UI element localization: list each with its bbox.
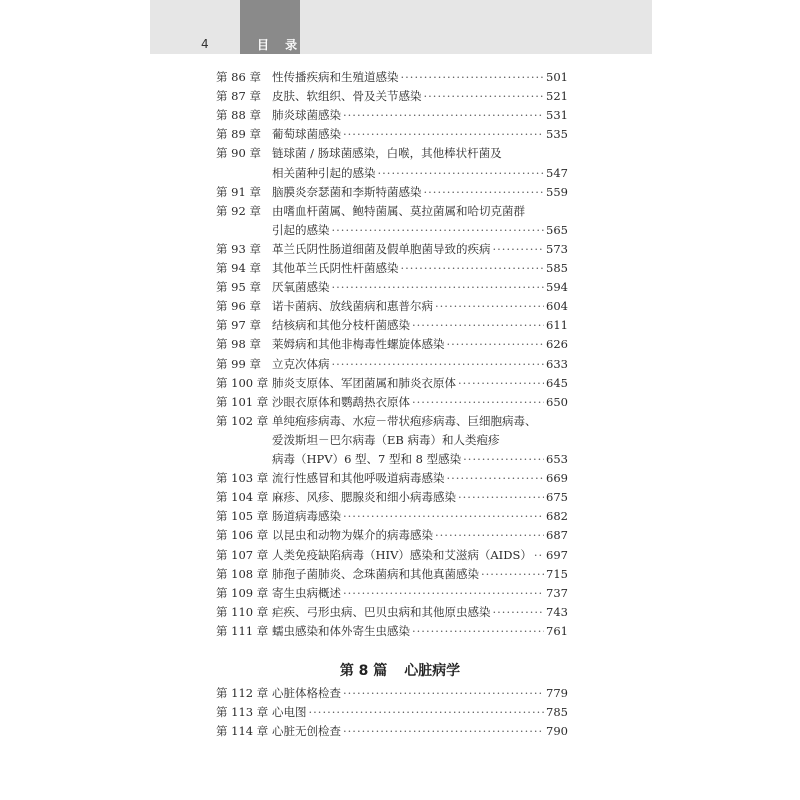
chapter-number: 第 89 章 xyxy=(216,127,261,142)
toc-entry-row xyxy=(272,526,568,545)
toc-entry-row xyxy=(272,259,568,278)
toc-line xyxy=(216,722,568,741)
page-ref: 697 xyxy=(546,547,568,562)
toc-line xyxy=(216,297,568,316)
toc-entry-row xyxy=(272,603,568,622)
page-ref: 611 xyxy=(546,318,568,333)
dot-leader xyxy=(534,546,544,565)
toc-entry-row xyxy=(272,87,568,106)
chapter-number: 第 103 章 xyxy=(216,471,269,486)
chapter-title: 革兰氏阴性肠道细菌及假单胞菌导致的疾病 xyxy=(272,241,491,256)
page-ref: 653 xyxy=(546,452,568,466)
toc-line xyxy=(216,278,568,297)
chapter-number: 第 86 章 xyxy=(216,70,261,84)
page-ref: 785 xyxy=(546,705,568,720)
chapter-title: 麻疹、风疹、腮腺炎和细小病毒感染 xyxy=(272,490,456,505)
dot-leader xyxy=(309,703,545,722)
toc-line xyxy=(216,431,568,450)
dot-leader xyxy=(332,221,545,240)
toc-entry-row xyxy=(272,565,568,584)
page-ref: 790 xyxy=(546,724,568,739)
chapter-title: 立克次体病 xyxy=(272,356,330,371)
toc-line xyxy=(216,221,568,240)
chapter-number: 第 101 章 xyxy=(216,394,269,409)
page-ref: 633 xyxy=(546,356,568,371)
chapter-title: 性传播疾病和生殖道感染 xyxy=(272,70,399,84)
chapter-number: 第 102 章 xyxy=(216,413,269,428)
toc-entry-row xyxy=(272,722,568,741)
toc-entry-row xyxy=(272,335,568,354)
dot-leader xyxy=(481,565,544,584)
part-label: 第 8 篇 xyxy=(339,663,388,679)
toc-line xyxy=(216,565,568,584)
toc-line xyxy=(216,374,568,393)
toc-line xyxy=(216,507,568,526)
page-ref: 715 xyxy=(546,566,568,581)
chapter-number: 第 110 章 xyxy=(216,604,269,619)
chapter-title: 相关菌种引起的感染 xyxy=(272,165,376,180)
chapter-title: 结核病和其他分枝杆菌感染 xyxy=(272,318,410,333)
chapter-number: 第 97 章 xyxy=(216,318,261,333)
toc-entry-row xyxy=(272,488,568,507)
toc-line xyxy=(216,68,568,87)
dot-leader xyxy=(343,722,544,741)
chapter-title: 厌氧菌感染 xyxy=(272,280,330,295)
chapter-title: 蠕虫感染和体外寄生虫感染 xyxy=(272,623,410,638)
toc-line xyxy=(216,202,568,221)
toc-entry-row xyxy=(272,221,568,240)
page-ref: 687 xyxy=(546,528,568,543)
chapter-number: 第 95 章 xyxy=(216,280,261,295)
dot-leader xyxy=(458,488,544,507)
toc-line xyxy=(216,622,568,641)
toc-entry-row xyxy=(272,374,568,393)
toc-line xyxy=(216,240,568,259)
toc-entry-row xyxy=(272,393,568,412)
toc-entry-row xyxy=(272,183,568,202)
chapter-title: 单纯疱疹病毒、水痘－带状疱疹病毒、巨细胞病毒、 xyxy=(272,413,537,428)
part-heading xyxy=(0,660,800,680)
dot-leader xyxy=(332,278,545,297)
chapter-title: 其他革兰氏阴性杆菌感染 xyxy=(272,261,399,275)
dot-leader xyxy=(343,684,544,703)
dot-leader xyxy=(343,584,544,603)
chapter-number: 第 90 章 xyxy=(216,146,261,161)
chapter-title: 葡萄球菌感染 xyxy=(272,127,341,142)
chapter-title: 沙眼衣原体和鹦鹉热衣原体 xyxy=(272,394,410,409)
page-ref: 585 xyxy=(546,261,568,275)
page-ref: 675 xyxy=(546,490,568,505)
dot-leader xyxy=(424,183,545,202)
chapter-title: 流行性感冒和其他呼吸道病毒感染 xyxy=(272,471,445,486)
page-ref: 521 xyxy=(546,89,568,104)
chapter-title: 心脏无创检查 xyxy=(272,724,341,739)
chapter-title: 以昆虫和动物为媒介的病毒感染 xyxy=(272,528,433,543)
toc-line xyxy=(216,164,568,183)
toc-line xyxy=(216,603,568,622)
toc-entry-row xyxy=(272,684,568,703)
toc-entry-row xyxy=(272,584,568,603)
chapter-number: 第 104 章 xyxy=(216,490,269,505)
toc-line xyxy=(216,488,568,507)
dot-leader xyxy=(412,622,544,641)
chapter-number: 第 87 章 xyxy=(216,89,261,104)
page-ref: 761 xyxy=(546,623,568,638)
chapter-number: 第 114 章 xyxy=(216,724,269,739)
page-ref: 682 xyxy=(546,509,568,524)
toc-entry-row xyxy=(272,450,568,469)
toc-entry-row xyxy=(272,164,568,183)
part-title: 心脏病学 xyxy=(404,663,461,679)
toc-line xyxy=(216,684,568,703)
chapter-number: 第 99 章 xyxy=(216,356,261,371)
chapter-title: 寄生虫病概述 xyxy=(272,585,341,600)
toc-line xyxy=(216,316,568,335)
chapter-number: 第 93 章 xyxy=(216,241,261,256)
toc-line xyxy=(216,355,568,374)
chapter-title: 心电图 xyxy=(272,705,307,720)
dot-leader xyxy=(435,526,544,545)
toc-entry-row xyxy=(272,316,568,335)
chapter-title: 由嗜血杆菌属、鲍特菌属、莫拉菌属和哈切克菌群 xyxy=(272,203,525,218)
chapter-number: 第 98 章 xyxy=(216,337,261,352)
page-ref: 547 xyxy=(546,165,568,180)
chapter-title: 肺炎支原体、军团菌属和肺炎衣原体 xyxy=(272,375,456,390)
page-ref: 531 xyxy=(546,108,568,123)
chapter-number: 第 92 章 xyxy=(216,203,261,218)
toc-line xyxy=(216,335,568,354)
chapter-number: 第 108 章 xyxy=(216,566,269,581)
toc-line xyxy=(216,546,568,565)
toc-line xyxy=(216,393,568,412)
toc-line xyxy=(216,584,568,603)
dot-leader xyxy=(378,164,545,183)
dot-leader xyxy=(458,374,544,393)
page-ref: 573 xyxy=(546,241,568,256)
dot-leader xyxy=(412,316,544,335)
chapter-number: 第 91 章 xyxy=(216,184,261,199)
page-number: 4 xyxy=(201,37,209,51)
section-label: 目 录 xyxy=(257,38,304,52)
dot-leader xyxy=(493,603,545,622)
chapter-title: 人类免疫缺陷病毒（HIV）感染和艾滋病（AIDS） xyxy=(272,547,532,562)
dot-leader xyxy=(412,393,544,412)
toc-entry-row xyxy=(272,297,568,316)
toc-line xyxy=(216,183,568,202)
toc-line xyxy=(216,412,568,431)
page-ref: 559 xyxy=(546,184,568,199)
toc-entry-row xyxy=(272,546,568,565)
chapter-title: 肺炎球菌感染 xyxy=(272,108,341,123)
toc-entry-row xyxy=(272,240,568,259)
chapter-number: 第 105 章 xyxy=(216,509,269,524)
page-ref: 779 xyxy=(546,686,568,700)
chapter-title: 皮肤、软组织、骨及关节感染 xyxy=(272,89,422,104)
dot-leader xyxy=(424,87,545,106)
page-ref: 626 xyxy=(546,337,568,352)
chapter-title: 疟疾、弓形虫病、巴贝虫病和其他原虫感染 xyxy=(272,604,491,619)
toc-entry-row xyxy=(272,68,568,87)
dot-leader xyxy=(332,355,545,374)
dot-leader xyxy=(463,450,544,469)
toc-entry-row xyxy=(272,278,568,297)
toc-entry-row xyxy=(272,507,568,526)
dot-leader xyxy=(401,259,545,278)
toc-entry-row xyxy=(272,125,568,144)
chapter-number: 第 88 章 xyxy=(216,108,261,123)
page-ref: 737 xyxy=(546,585,568,600)
page-ref: 650 xyxy=(546,394,568,409)
dot-leader xyxy=(493,240,545,259)
toc-entry-row xyxy=(272,703,568,722)
toc-line xyxy=(216,144,568,163)
toc-line xyxy=(216,87,568,106)
page-ref: 604 xyxy=(546,299,568,314)
dot-leader xyxy=(447,335,545,354)
chapter-title: 诺卡菌病、放线菌病和惠普尔病 xyxy=(272,299,433,314)
chapter-title: 爱泼斯坦－巴尔病毒（EB 病毒）和人类疱疹 xyxy=(272,432,500,447)
chapter-title: 病毒（HPV）6 型、7 型和 8 型感染 xyxy=(272,452,462,466)
toc-line xyxy=(216,469,568,488)
chapter-number: 第 106 章 xyxy=(216,528,269,543)
chapter-number: 第 107 章 xyxy=(216,547,269,562)
chapter-number: 第 94 章 xyxy=(216,261,261,275)
toc-line xyxy=(216,106,568,125)
chapter-number: 第 109 章 xyxy=(216,585,269,600)
dot-leader xyxy=(447,469,545,488)
toc-entry-row xyxy=(272,106,568,125)
chapter-title: 脑膜炎奈瑟菌和李斯特菌感染 xyxy=(272,184,422,199)
toc-line xyxy=(216,259,568,278)
chapter-title: 肺孢子菌肺炎、念珠菌病和其他真菌感染 xyxy=(272,566,479,581)
page-ref: 501 xyxy=(546,70,568,84)
chapter-title: 链球菌 / 肠球菌感染，白喉，其他棒状杆菌及 xyxy=(272,146,502,161)
dot-leader xyxy=(343,507,544,526)
page-ref: 669 xyxy=(546,471,568,486)
toc-line xyxy=(216,450,568,469)
toc-line xyxy=(216,526,568,545)
toc-entry-row xyxy=(272,355,568,374)
dot-leader xyxy=(401,68,545,87)
chapter-title: 引起的感染 xyxy=(272,222,330,237)
page-ref: 594 xyxy=(546,280,568,295)
chapter-title: 心脏体格检查 xyxy=(272,686,341,700)
chapter-title: 莱姆病和其他非梅毒性螺旋体感染 xyxy=(272,337,445,352)
chapter-title: 肠道病毒感染 xyxy=(272,509,341,524)
chapter-number: 第 112 章 xyxy=(216,686,269,700)
chapter-number: 第 111 章 xyxy=(216,623,269,638)
dot-leader xyxy=(343,125,544,144)
toc-line xyxy=(216,703,568,722)
dot-leader xyxy=(435,297,544,316)
page-ref: 535 xyxy=(546,127,568,142)
page-ref: 645 xyxy=(546,375,568,390)
chapter-number: 第 113 章 xyxy=(216,705,269,720)
chapter-number: 第 100 章 xyxy=(216,375,269,390)
toc-entry-row xyxy=(272,469,568,488)
page-ref: 743 xyxy=(546,604,568,619)
chapter-number: 第 96 章 xyxy=(216,299,261,314)
toc-line xyxy=(216,125,568,144)
page-ref: 565 xyxy=(546,222,568,237)
dot-leader xyxy=(343,106,544,125)
toc-entry-row xyxy=(272,622,568,641)
